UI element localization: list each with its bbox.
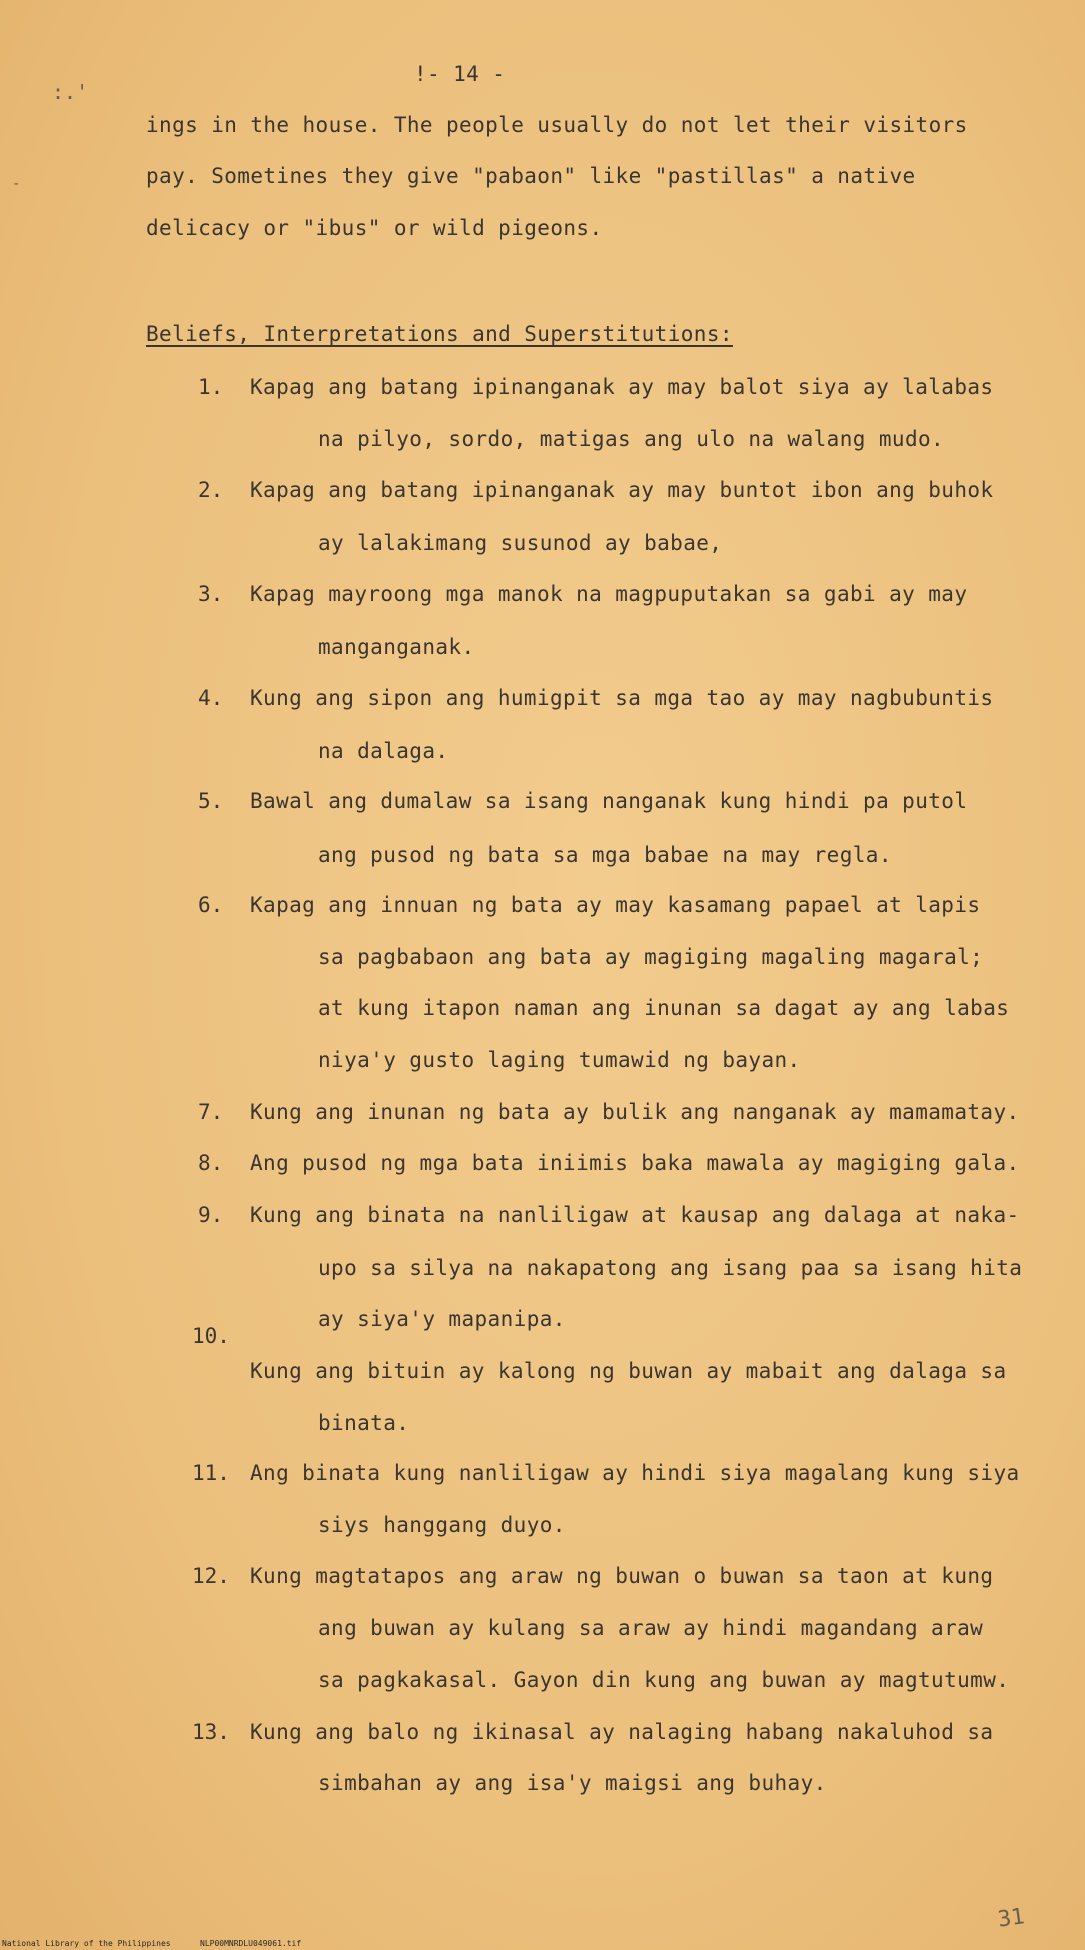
list-item-text: upo sa silya na nakapatong ang isang paa sa isang hita <box>318 1256 1023 1280</box>
list-item-text: Kung ang balo ng ikinasal ay nalaging habang nakaluhod sa <box>250 1720 994 1744</box>
list-item-text: ang buwan ay kulang sa araw ay hindi magandang araw <box>318 1616 984 1640</box>
intro-line: delicacy or "ibus" or wild pigeons. <box>146 216 603 240</box>
list-item-text: na pilyo, sordo, matigas ang ulo na walang mudo. <box>318 427 945 451</box>
list-item-text: siys hanggang duyo. <box>318 1513 566 1537</box>
list-item-text: Kung ang binata na nanliligaw at kausap ang dalaga at naka- <box>250 1203 1020 1227</box>
list-item-text: simbahan ay ang isa'y maigsi ang buhay. <box>318 1771 827 1795</box>
footer-filename: NLP00MNRDLU049061.tif <box>200 1939 302 1948</box>
list-item-text: niya'y gusto laging tumawid ng bayan. <box>318 1048 801 1072</box>
list-item-text: sa pagbabaon ang bata ay magiging magaling magaral; <box>318 945 984 969</box>
section-heading: Beliefs, Interpretations and Superstitutions: <box>146 322 733 346</box>
list-item-text: Kung ang sipon ang humigpit sa mga tao ay may nagbubuntis <box>250 686 994 710</box>
list-item-text: Kapag mayroong mga manok na magpuputakan sa gabi ay may <box>250 582 968 606</box>
intro-line: pay. Sometines they give "pabaon" like "pastillas" a native <box>146 164 916 188</box>
list-item-number: 2. <box>198 478 224 502</box>
ink-speck: - <box>12 176 21 192</box>
list-item-text: na dalaga. <box>318 739 449 763</box>
list-item-text: ay lalakimang susunod ay babae, <box>318 531 723 555</box>
list-item-text: Kapag ang batang ipinanganak ay may buntot ibon ang buhok <box>250 478 994 502</box>
list-item-text: ang pusod ng bata sa mga babae na may regla. <box>318 843 892 867</box>
page-number: !- 14 - <box>414 62 506 86</box>
list-item-text: Kung ang bituin ay kalong ng buwan ay mabait ang dalaga sa <box>250 1359 1007 1383</box>
footer-library: National Library of the Philippines <box>2 1939 171 1948</box>
list-item-number: 12. <box>192 1564 230 1588</box>
list-item-text: binata. <box>318 1411 410 1435</box>
list-item-number: 10. <box>192 1324 230 1348</box>
list-item-text: Ang binata kung nanliligaw ay hindi siya magalang kung siya <box>250 1461 1020 1485</box>
list-item-text: Kapag ang batang ipinanganak ay may balot siya ay lalabas <box>250 375 994 399</box>
list-item-number: 7. <box>198 1100 224 1124</box>
list-item-number: 1. <box>198 375 224 399</box>
list-item-text: Kapag ang innuan ng bata ay may kasamang papael at lapis <box>250 893 981 917</box>
list-item-text: Bawal ang dumalaw sa isang nanganak kung hindi pa putol <box>250 789 968 813</box>
list-item-text: sa pagkakasal. Gayon din kung ang buwan ay magtutumw. <box>318 1668 1010 1692</box>
list-item-number: 6. <box>198 893 224 917</box>
list-item-number: 4. <box>198 686 224 710</box>
list-item-number: 3. <box>198 582 224 606</box>
list-item-number: 5. <box>198 789 224 813</box>
intro-line: ings in the house. The people usually do not let their visitors <box>146 113 968 137</box>
list-item-number: 8. <box>198 1151 224 1175</box>
list-item-number: 9. <box>198 1203 224 1227</box>
list-item-number: 11. <box>192 1461 230 1485</box>
ink-speck: :.' <box>52 80 89 104</box>
corner-mark: 31 <box>996 1904 1027 1933</box>
list-item-text: Ang pusod ng mga bata iniimis baka mawala ay magiging gala. <box>250 1151 1020 1175</box>
list-item-text: manganganak. <box>318 635 475 659</box>
list-item-text: Kung magtatapos ang araw ng buwan o buwan sa taon at kung <box>250 1564 994 1588</box>
list-item-text: Kung ang inunan ng bata ay bulik ang nanganak ay mamamatay. <box>250 1100 1020 1124</box>
list-item-number: 13. <box>192 1720 230 1744</box>
list-item-text: ay siya'y mapanipa. <box>318 1307 566 1331</box>
list-item-text: at kung itapon naman ang inunan sa dagat ay ang labas <box>318 996 1010 1020</box>
